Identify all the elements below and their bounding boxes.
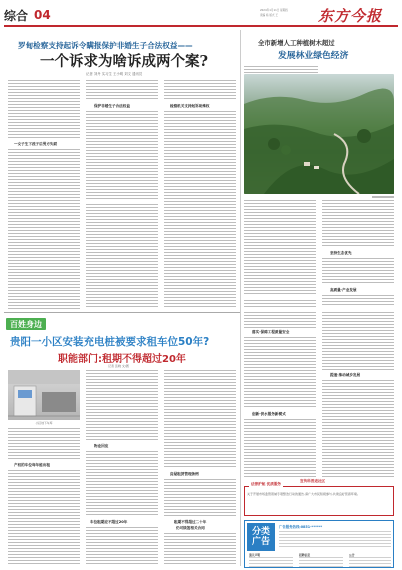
lower-right-subhead-2: 创新·供水服务新模式 [252, 412, 286, 416]
lead-subhead-2: 保护非婚生子合法权益 [94, 104, 130, 108]
legal-banner-text: 关于开展市场监管领域专项整治行动的通告,请广大市民积极参与,共建良好营商环境。 [247, 492, 360, 496]
lead-body-col2c [86, 204, 158, 308]
landscape-photo-art [244, 74, 394, 194]
feature-subhead-left: 产权的车位每年能出租 [14, 463, 50, 467]
photo-credit [372, 196, 394, 198]
legal-banner [244, 482, 394, 516]
ad-col-3 [349, 557, 391, 567]
column-rule-1 [240, 30, 241, 566]
feature-col3a [164, 370, 236, 468]
side-body-col1b [244, 300, 316, 308]
side-body-col2 [322, 200, 394, 248]
lead-body-col3b [164, 111, 236, 308]
ad-title-line1: 分类 [251, 527, 270, 537]
ad-col-header-1: 遗失声明 [249, 553, 261, 557]
ad-col-header-2: 招聘信息 [299, 553, 311, 557]
lower-right-subhead-1: 落实·保障工程质量安全 [252, 330, 290, 334]
feature-title: 职能部门:租期不得超过20年 [58, 354, 186, 365]
feature-subhead-mid1: 物业回应 [94, 444, 109, 448]
ad-col-1 [249, 557, 293, 567]
feature-col2a [86, 370, 158, 440]
lower-right-subhead-4: 宣传科普进社区 [300, 479, 326, 483]
lead-body-col3a [164, 80, 236, 100]
feature-divider [4, 312, 240, 313]
side-body-col2c [322, 295, 394, 307]
ad-col-header-3: 公告 [349, 553, 355, 557]
feature-brand-text: 百姓身边 [10, 319, 42, 329]
feature-subhead-mid2: 车位租期应不超过20年 [90, 520, 128, 524]
lower-right-col1a [244, 312, 316, 328]
side-title: 发展林业绿色经济 [278, 51, 349, 61]
side-subhead-1: 坚持生态优先 [330, 251, 352, 255]
feature-byline: 记者 张晓 文/图 [108, 364, 129, 368]
lower-right-subhead-5: 法律护航 优质服务 [251, 482, 282, 486]
ad-title-line2: 广告 [251, 537, 270, 547]
lower-right-col1b [244, 337, 316, 409]
feature-brand [6, 318, 46, 330]
lead-subhead-3: 检察机关支持起诉助维权 [170, 104, 210, 108]
section-label [4, 8, 51, 22]
lead-body-col1b [8, 149, 80, 311]
feature-col1b [8, 470, 80, 566]
side-body-col2b [322, 258, 394, 284]
feature-col3b [164, 479, 236, 517]
feature-subhead-right2: 租期不得超过二十年 [174, 520, 207, 524]
feature-kicker: 贵阳一小区安装充电桩被要求租车位50年? [10, 336, 210, 348]
feature-photo [8, 370, 80, 420]
section-title: 综合 [4, 8, 29, 23]
lower-right-col1c [244, 419, 316, 477]
feature-col1 [8, 428, 80, 460]
lower-right-col2a [322, 312, 394, 370]
lead-title: 一个诉求为啥诉成两个案? [40, 53, 208, 70]
ad-top-text [279, 531, 391, 549]
parking-photo-art [8, 370, 80, 420]
feature-col2c [86, 527, 158, 566]
feature-photo-caption: 小区地下车库 [35, 421, 53, 425]
feature-col3c [164, 533, 236, 566]
feature-subhead-right1: 房屋租赁管理条例 [170, 472, 199, 476]
header-rule [4, 25, 398, 27]
ad-col-2 [299, 557, 343, 567]
date-line: 2024年1月11日 星期四 [260, 9, 288, 12]
lead-body-col2b [86, 111, 158, 201]
side-body-col1 [244, 200, 316, 296]
feature-subhead-right3: 仍可续签相关合同 [176, 526, 205, 530]
side-subhead-2: 高质量·产业发展 [330, 288, 357, 292]
feature-col2b [86, 451, 158, 517]
lower-right-subhead-3: 提速·推动城乡发展 [330, 373, 361, 377]
lead-byline: 记者 刘丹 实习生 王小明 刘文 通讯员 [86, 72, 143, 76]
newspaper-logo: 东方今报 [318, 7, 383, 25]
page-number: 04 [34, 8, 51, 22]
lead-subhead-1: 一女子生下孩子后男方失联 [14, 142, 58, 146]
ad-block [244, 520, 394, 568]
ad-hotline: 广告服务热线:0851-****** [279, 525, 323, 529]
editor-line: 责编 杨 版式 王 [260, 14, 279, 17]
lower-right-col2b [322, 380, 394, 477]
lead-kicker: 罗甸检察支持起诉令瞒报保护非婚生子合法权益—— [18, 41, 193, 50]
ad-title-box [247, 523, 275, 551]
lead-body-col1 [8, 80, 80, 140]
landscape-photo [244, 74, 394, 194]
lead-body-col2a [86, 80, 158, 100]
side-kicker: 全市新增人工种植树木超过 [258, 39, 335, 47]
